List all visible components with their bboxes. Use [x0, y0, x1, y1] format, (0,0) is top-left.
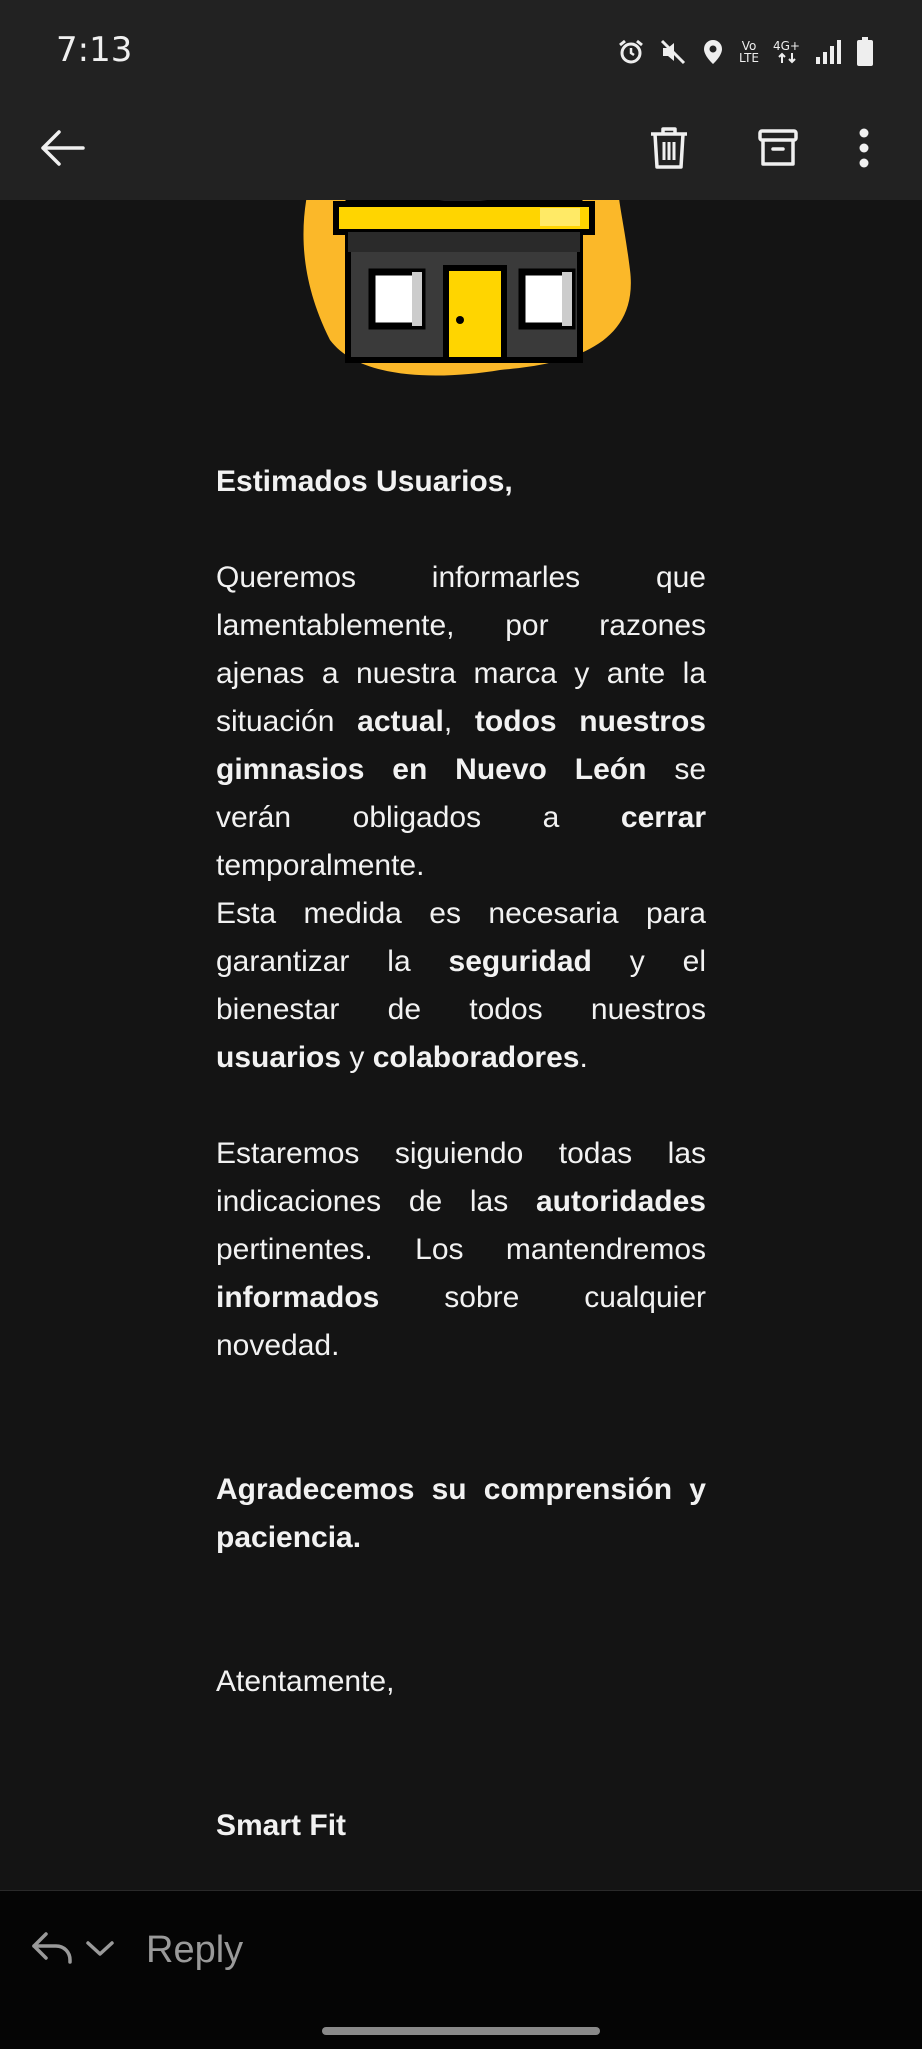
reply-bar — [0, 1890, 922, 2049]
status-icons — [617, 34, 874, 70]
paragraph-closure-notice: Queremos informarles que lamentablemente, por razones ajenas a nuestra marca y ante la situación actual, todos nuestros gimnasios en Nuevo León se verán obligados a cerrar temporalmente. — [216, 561, 706, 882]
battery-icon — [856, 37, 874, 67]
trash-icon — [648, 125, 690, 176]
volte-label-top: Vo — [741, 39, 757, 53]
more-options-button[interactable] — [840, 118, 888, 182]
back-button[interactable] — [30, 118, 94, 182]
email-toolbar — [0, 100, 922, 200]
volte-icon — [739, 40, 759, 64]
reply-button[interactable] — [30, 1929, 243, 1972]
signature: Smart Fit — [216, 1809, 347, 1842]
gym-building-illustration — [300, 200, 640, 390]
location-icon — [701, 38, 725, 66]
mute-icon — [659, 38, 687, 66]
paragraph-authorities: Estaremos siguiendo todas las indicaciones de las autoridades pertinentes. Los mantendremos informados sobre cualquier novedad. — [216, 1137, 706, 1362]
archive-icon — [757, 127, 799, 174]
archive-button[interactable] — [746, 118, 810, 182]
closing-line: Atentamente, — [216, 1665, 395, 1698]
email-body — [216, 458, 706, 1850]
4g-plus-icon — [773, 40, 800, 64]
alarm-icon — [617, 38, 645, 66]
network-type-label: 4G+ — [773, 39, 800, 53]
email-content — [0, 200, 922, 1890]
signal-icon — [814, 39, 842, 65]
greeting: Estimados Usuarios, — [216, 465, 513, 498]
volte-label-bottom: LTE — [739, 51, 759, 65]
status-time: 7:13 — [56, 30, 133, 70]
reply-label[interactable]: Reply — [146, 1929, 244, 1971]
status-bar — [0, 0, 922, 100]
more-vertical-icon — [858, 127, 870, 174]
reply-icon — [30, 1930, 74, 1971]
delete-button[interactable] — [637, 118, 701, 182]
thanks-line: Agradecemos su comprensión y paciencia. — [216, 1473, 706, 1554]
chevron-down-icon[interactable] — [84, 1938, 116, 1963]
paragraph-safety: Esta medida es necesaria para garantizar la seguridad y el bienestar de todos nuestros usuarios y colaboradores. — [216, 897, 706, 1074]
back-arrow-icon — [39, 128, 85, 173]
home-indicator[interactable] — [322, 2027, 600, 2035]
